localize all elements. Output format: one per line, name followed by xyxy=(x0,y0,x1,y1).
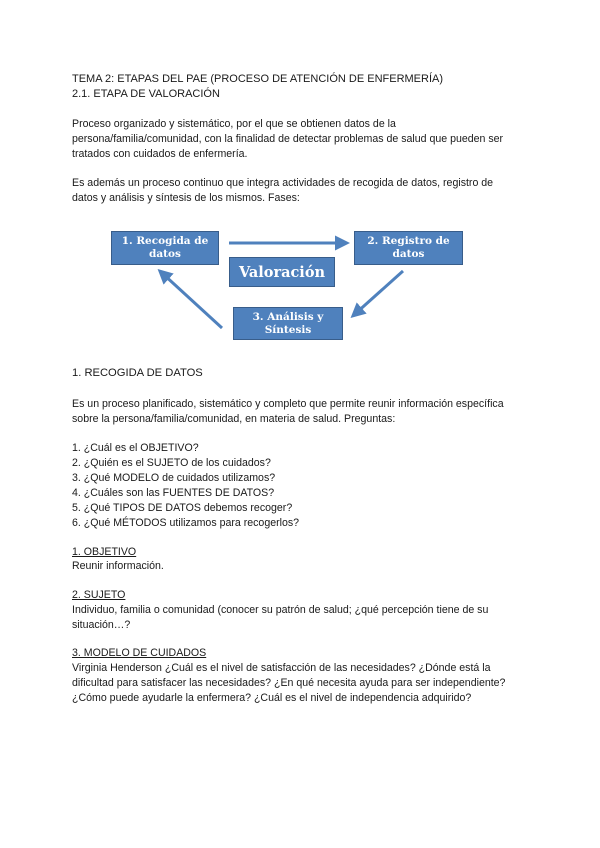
section-heading-recogida: 1. RECOGIDA DE DATOS xyxy=(72,367,203,379)
question-item: 6. ¿Qué MÉTODOS utilizamos para recogerlos? xyxy=(72,517,300,529)
arrow-analisis-to-recogida xyxy=(162,273,222,328)
sujeto-heading: 2. SUJETO xyxy=(72,589,126,601)
section-text-line: sobre la persona/familia/comunidad, en materia de salud. Preguntas: xyxy=(72,413,396,425)
question-item: 2. ¿Quién es el SUJETO de los cuidados? xyxy=(72,457,271,469)
question-item: 5. ¿Qué TIPOS DE DATOS debemos recoger? xyxy=(72,502,293,514)
question-item: 1. ¿Cuál es el OBJETIVO? xyxy=(72,442,199,454)
intro-line: Proceso organizado y sistemático, por el que se obtienen datos de la xyxy=(72,118,396,130)
question-item: 4. ¿Cuáles son las FUENTES DE DATOS? xyxy=(72,487,275,499)
phase-box-label: 2. Registro de xyxy=(367,235,450,247)
intro-line: tratados con cuidados de enfermería. xyxy=(72,148,248,160)
sujeto-line: Individuo, familia o comunidad (conocer su patrón de salud; ¿qué percepción tiene de su xyxy=(72,604,489,616)
phase-box-label: datos xyxy=(392,248,425,260)
phase-box-label: Síntesis xyxy=(264,323,312,336)
sujeto-line: situación…? xyxy=(72,619,131,631)
modelo-line: ¿Cómo puede ayudarle la enfermera? ¿Cuál es el nivel de independencia adquirido? xyxy=(72,692,472,704)
objetivo-heading: 1. OBJETIVO xyxy=(72,546,137,558)
modelo-line: Virginia Henderson ¿Cuál es el nivel de satisfacción de las necesidades? ¿Dónde está la xyxy=(72,662,491,674)
section-text-line: Es un proceso planificado, sistemático y completo que permite reunir información específica xyxy=(72,398,504,410)
question-item: 3. ¿Qué MODELO de cuidados utilizamos? xyxy=(72,472,276,484)
modelo-line: dificultad para satisfacer las necesidades? ¿En qué necesita ayuda para ser independiente? xyxy=(72,677,506,689)
document-title: TEMA 2: ETAPAS DEL PAE (PROCESO DE ATENCIÓN DE ENFERMERÍA) xyxy=(72,73,444,85)
intro2-line: Es además un proceso continuo que integra actividades de recogida de datos, registro de xyxy=(72,177,494,189)
arrow-registro-to-analisis xyxy=(355,271,403,314)
intro2-line: datos y análisis y síntesis de los mismos. Fases: xyxy=(72,192,300,204)
objetivo-text: Reunir información. xyxy=(72,560,164,572)
valoracion-label: Valoración xyxy=(238,263,326,281)
phase-box-label: 3. Análisis y xyxy=(252,310,324,323)
modelo-heading: 3. MODELO DE CUIDADOS xyxy=(72,647,207,659)
phase-box-label: 1. Recogida de xyxy=(121,235,209,247)
phase-box-label: datos xyxy=(149,248,181,260)
section-subtitle: 2.1. ETAPA DE VALORACIÓN xyxy=(72,88,220,100)
intro-line: persona/familia/comunidad, con la finalidad de detectar problemas de salud que pueden ser xyxy=(72,133,504,145)
